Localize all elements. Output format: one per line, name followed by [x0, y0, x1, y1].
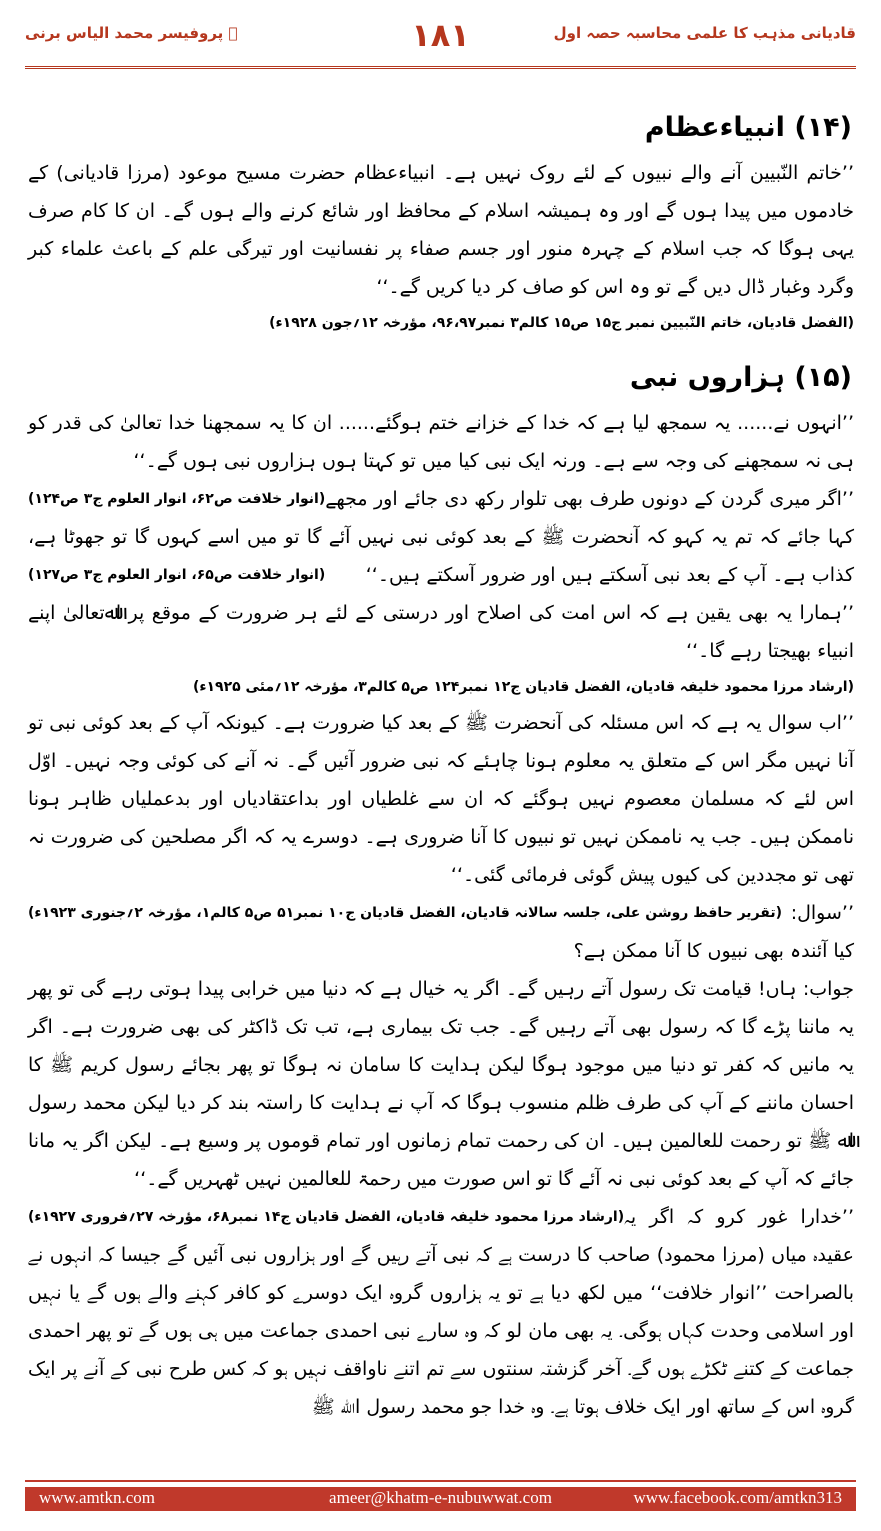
page-header	[25, 10, 856, 62]
quote-reference: (تقریر حافظ روشن علی، جلسہ سالانہ قادیان، الفضل قادیان ج۱۰ نمبر۵۱ ص۵ کالم۱، مؤرخہ ۲؍جنوری ۱۹۲۳ء)	[28, 905, 783, 921]
page-footer	[25, 1487, 856, 1511]
page-number: ۱۸۱	[411, 16, 470, 54]
quote-reference: (انوار خلافت ص۶۲، انوار العلوم ج۳ ص۱۲۴)	[28, 491, 326, 507]
author-name: پروفیسر محمد الیاس برنی ﷫	[25, 24, 238, 42]
answer-paragraph: جواب: ہاں! قیامت تک رسول آتے رہیں گے۔ اگر یہ خیال ہے کہ دنیا میں خرابی پیدا ہوتی رہے گی تو پھر یہ ماننا پڑے گا کہ رسول بھی آتے رہیں گے۔ جب تک بیماری ہے، تب تک ڈاکٹر کی بھی ضرورت ہے۔ اگر یہ مانیں کہ کفر تو دنیا میں موجود ہوگا لیکن ہدایت کا سامان نہ ہوگا تو پھر بجائے رسول کریم ﷺ کا احسان ماننے کے آپ کی طرف ظلم منسوب ہوگا کہ آپ نے ہدایت کا راستہ بند کر دیا لیکن محمد رسول اﷲ ﷺ تو رحمت للعالمین ہیں۔ ان کی رحمت تمام زمانوں اور تمام قوموں پر وسیع ہے۔ لیکن اگر یہ مانا جائے کہ آپ کے بعد کوئی نبی نہ آئے گا تو اس صورت میں رحمۃ للعالمین نہیں ٹھہریں گے۔‘‘ (ارشاد مرزا محمود خلیفہ قادیان، الفضل قادیان ج۱۴ نمبر۶۸، مؤرخہ ۲۷؍فروری ۱۹۲۷ء)	[28, 970, 854, 1198]
footer-divider	[25, 1480, 856, 1482]
quote-block	[28, 970, 854, 1225]
email-link[interactable]: ameer@khatm-e-nubuwwat.com	[329, 1488, 552, 1507]
quote-reference: (ارشاد مرزا محمود خلیفہ قادیان، الفضل قادیان ج۱۴ نمبر۶۸، مؤرخہ ۲۷؍فروری ۱۹۲۷ء)	[28, 1209, 625, 1225]
quote-block	[28, 404, 854, 507]
book-title: قادیانی مذہب کا علمی محاسبہ حصہ اول	[553, 24, 856, 42]
quote-paragraph: ’’انہوں نے...... یہ سمجھ لیا ہے کہ خدا کے خزانے ختم ہوگئے...... ان کا یہ سمجھنا خدا تعالیٰ کی قدر کو ہی نہ سمجھنے کی وجہ سے ہے۔ ورنہ ایک نبی کیا میں تو کہتا ہوں ہزاروں نبی ہوں گے۔‘‘ (انوار خلافت ص۶۲، انوار العلوم ج۳ ص۱۲۴)	[28, 404, 854, 480]
website-link[interactable]: www.amtkn.com	[39, 1488, 155, 1507]
section-heading-15: (۱۵) ہزاروں نبی	[629, 362, 852, 393]
quote-paragraph: ’’خدارا غور کرو کہ اگر یہ عقیدہ میاں (مرزا محمود) صاحب کا درست ہے کہ نبی آتے رہیں گے اور ہزاروں نبی آئیں گے جیسا کہ انہوں نے بالصراحت ’’انوار خلافت‘‘ میں لکھ دیا ہے تو یہ ہزاروں گروہ ایک دوسرے کو کافر کہنے والے ہوں گے یا نہیں اور اسلامی وحدت کہاں ہوگی۔ یہ بھی مان لو کہ وہ سارے نبی احمدی جماعت میں ہی ہوں گے تو پھر احمدی جماعت کے کتنے ٹکڑے ہوں گے۔ آخر گزشتہ سنتوں سے تم اتنے ناواقف نہیں ہو کہ کس طرح نبی کے آنے پر ایک گروہ اس کے ساتھ اور ایک خلاف ہوتا ہے۔ وہ خدا جو محمد رسول اﷲ ﷺ	[28, 1206, 854, 1418]
quote-block	[28, 594, 854, 704]
section-heading-14: (۱۴) انبیاءعظام	[644, 112, 852, 143]
quote-paragraph: ’’ہمارا یہ بھی یقین ہے کہ اس امت کی اصلاح اور درستی کے لئے ہر ضرورت کے موقع پر اﷲتعالیٰ اپنے انبیاء بھیجتا رہے گا۔‘‘	[28, 602, 854, 662]
page-body	[28, 90, 854, 1426]
quote-block	[28, 704, 855, 921]
quote-reference: (الفضل قادیان، خاتم النّبیین نمبر ج۱۵ ص۱۵ کالم۳ نمبر۹۶،۹۷، مؤرخہ ۱۲؍جون ۱۹۲۸ء)	[269, 315, 854, 331]
quote-paragraph: ’’اب سوال یہ ہے کہ اس مسئلہ کی آنحضرت ﷺ کے بعد کیا ضرورت ہے۔ کیونکہ آپ کے بعد کوئی نبی تو آنا نہیں مگر اس کے متعلق یہ معلوم ہونا چاہئے کہ نبی ضرور آئیں گے۔ نہ آنے کی کوئی وجہ نہیں۔ اوّل اس لئے کہ مسلمان معصوم نہیں ہوگئے کہ ان سے غلطیاں اور بداعتقادیاں اور بدعملیاں ظاہر ہونا ناممکن ہیں۔ جب یہ ناممکن نہیں تو نبیوں کا آنا ضروری ہے۔ دوسرے یہ کہ اگر مصلحین کی ضرورت نہ تھی تو مجددین کی کیوں پیش گوئی فرمائی گئی۔‘‘ (تقریر حافظ روشن علی، جلسہ سالانہ قادیان، الفضل قادیان ج۱۰ نمبر۵۱ ص۵ کالم۱، مؤرخہ ۲؍جنوری ۱۹۲۳ء)	[28, 704, 854, 894]
quote-reference: (انوار خلافت ص۶۵، انوار العلوم ج۳ ص۱۲۷)	[28, 567, 326, 583]
facebook-link[interactable]: www.facebook.com/amtkn313	[633, 1488, 842, 1507]
quote-paragraph: ’’خاتم النّبیین آنے والے نبیوں کے لئے روک نہیں ہے۔ انبیاءعظام حضرت مسیح موعود (مرزا قادیانی) کے خادموں میں پیدا ہوں گے اور وہ ہمیشہ اسلام کے محافظ اور شائع کرنے والے ہوں گے۔ ان کا کام صرف یہی ہوگا کہ جب اسلام کے چہرہ منور اور جسم صفاء پر نفسانیت اور تیرگی علم کے باعث علماء کبر وگرد وغبار ڈال دیں گے تو وہ اس کو صاف کر دیا کریں گے۔‘‘	[28, 162, 854, 298]
quote-paragraph: ’’اگر میری گردن کے دونوں طرف بھی تلوار رکھ دی جائے اور مجھے کہا جائے کہ تم یہ کہو کہ آنحضرت ﷺ کے بعد کوئی نبی نہیں آئے گا تو میں اسے کہوں گا تو جھوٹا ہے، کذاب ہے۔ آپ کے بعد نبی آسکتے ہیں اور ضرور آسکتے ہیں۔‘‘ (انوار خلافت ص۶۵، انوار العلوم ج۳ ص۱۲۷)	[28, 480, 854, 594]
question-line: ’’سوال: کیا آئندہ بھی نبیوں کا آنا ممکن ہے؟	[573, 902, 854, 962]
header-divider	[25, 66, 856, 69]
quote-reference: (ارشاد مرزا محمود خلیفہ قادیان، الفضل قادیان ج۱۲ نمبر۱۲۴ ص۵ کالم۳، مؤرخہ ۱۲؍مئی ۱۹۲۵ء)	[192, 679, 854, 695]
